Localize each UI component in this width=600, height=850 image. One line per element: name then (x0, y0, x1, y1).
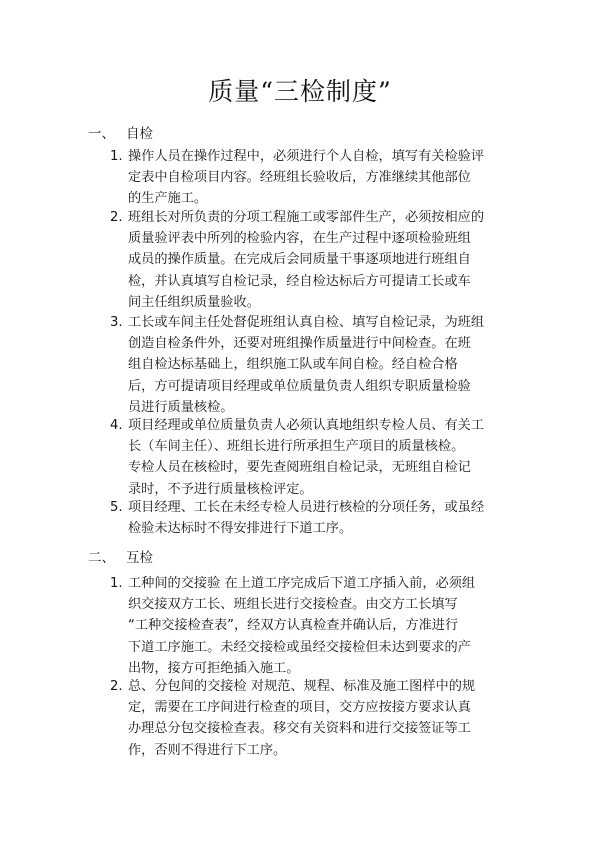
item-line: 检，并认真填写自检记录，经自检达标后方可提请工长或车 (128, 273, 471, 289)
item-number: 2. (110, 679, 123, 694)
section-title: 自检 (126, 126, 153, 142)
section-number: 二、 (88, 550, 115, 566)
item-line: 总、分包间的交接检 对规范、规程、标准及施工图样中的规 (128, 679, 476, 694)
item-line: 检验未达标时不得安排进行下道工序。 (128, 521, 353, 537)
item-number: 4. (110, 418, 123, 433)
list-item (110, 573, 520, 679)
item-number: 1. (110, 576, 123, 591)
item-line: 长（车间主任）、班组长进行所承担生产项目的质量核检。 (128, 439, 465, 455)
item-line: 工长或车间主任处督促班组认真自检、填写自检记录，为班组 (128, 315, 485, 330)
section-heading-self-inspection (88, 122, 153, 142)
item-line: 的生产施工。 (128, 191, 208, 207)
item-line: 操作人员在操作过程中，必须进行个人自检，填写有关检验评 (128, 149, 485, 164)
item-line: 出物，接方可拒绝插入施工。 (128, 660, 300, 676)
item-number: 3. (110, 315, 123, 330)
item-number: 2. (110, 210, 123, 225)
document-title: 质量“三检制度” (208, 77, 392, 106)
list-item (110, 497, 520, 539)
item-line: 后，方可提请项目经理或单位质量负责人组织专职质量检验 (128, 378, 471, 394)
item-line: 工种间的交接验 在上道工序完成后下道工序插入前，必须组 (128, 576, 476, 591)
section-number: 一、 (88, 126, 115, 142)
item-number: 1. (110, 149, 123, 164)
item-line: 下道工序施工。未经交接检或虽经交接检但未达到要求的产 (128, 639, 471, 655)
item-line: “工种交接检查表”，经双方认真检查并确认后，方准进行 (128, 618, 459, 634)
item-line: 质量验评表中所列的检验内容，在生产过程中逐项检验班组 (128, 231, 471, 247)
item-line: 间主任组织质量验收。 (128, 294, 260, 310)
item-line: 班组长对所负责的分项工程施工或零部件生产，必须按相应的 (128, 210, 485, 225)
item-line: 定表中自检项目内容。经班组长验收后，方准继续其他部位 (128, 170, 471, 186)
item-line: 组自检达标基础上，组织施工队或车间自检。经自检合格 (128, 357, 458, 373)
item-line: 成员的操作质量。在完成后会同质量干事逐项地进行班组自 (128, 252, 471, 268)
item-number: 5. (110, 500, 123, 515)
item-line: 专检人员在核检时，要先查阅班组自检记录，无班组自检记 (128, 460, 471, 476)
section-title: 互检 (126, 550, 153, 566)
item-line: 办理总分包交接检查表。移交有关资料和进行交接签证等工 (128, 721, 471, 737)
list-item (110, 312, 520, 418)
list-item (110, 676, 520, 761)
list-item (110, 146, 520, 210)
item-line: 项目经理、工长在未经专检人员进行核检的分项任务，或虽经 (128, 500, 485, 515)
item-line: 录时，不予进行质量核检评定。 (128, 481, 313, 497)
item-line: 定，需要在工序间进行检查的项目，交方应按接方要求认真 (128, 700, 471, 716)
item-line: 员进行质量核检。 (128, 399, 234, 415)
section-heading-mutual-inspection (88, 546, 153, 566)
item-line: 作，否则不得进行下工序。 (128, 742, 287, 758)
list-item (110, 415, 520, 500)
list-item (110, 207, 520, 313)
item-line: 项目经理或单位质量负责人必须认真地组织专检人员、有关工 (128, 418, 485, 433)
item-line: 创造自检条件外，还要对班组操作质量进行中间检查。在班 (128, 336, 471, 352)
item-line: 织交接双方工长、班组长进行交接检查。由交方工长填写 (128, 597, 458, 613)
